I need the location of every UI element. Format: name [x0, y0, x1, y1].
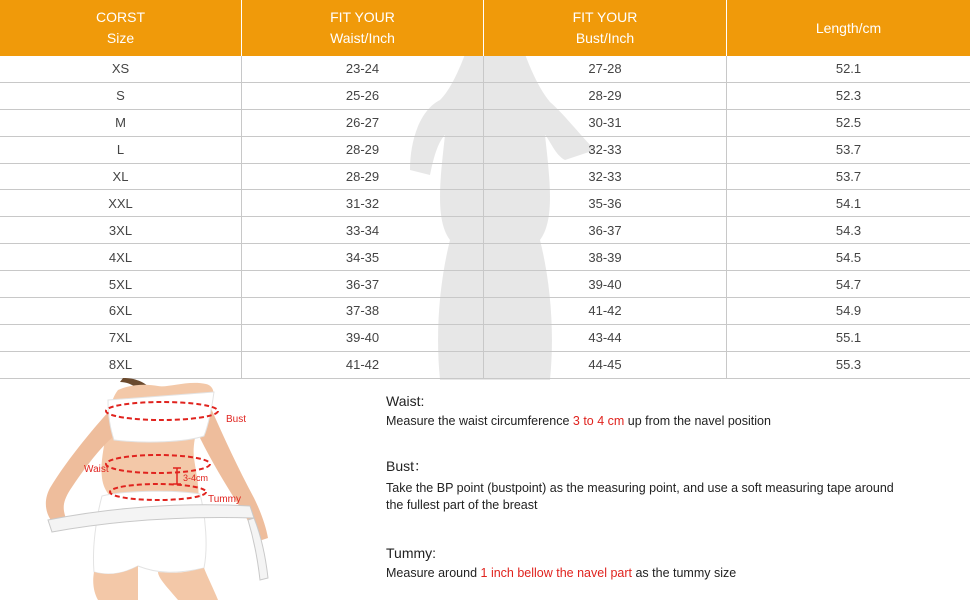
table-row	[0, 352, 970, 379]
cell-waist: 39-40	[242, 325, 484, 351]
guide-bust-text: Take the BP point (bustpoint) as the measuring point, and use a soft measuring tape around the fullest part of the breast	[386, 481, 894, 512]
cell-size: 3XL	[0, 217, 242, 243]
cell-waist: 33-34	[242, 217, 484, 243]
guide-waist-text-after: up from the navel position	[624, 414, 771, 428]
cell-size: 4XL	[0, 244, 242, 270]
cell-length: 52.5	[835, 115, 862, 131]
cell-waist: 31-32	[242, 190, 484, 216]
header-bust-line2: Bust/Inch	[575, 30, 635, 46]
cell-bust: 38-39	[484, 244, 727, 270]
guide-waist-text	[386, 413, 946, 430]
cell-length: 54.1	[835, 195, 862, 211]
table-row	[0, 110, 970, 137]
cell-waist: 37-38	[242, 298, 484, 324]
cell-length: 53.7	[835, 142, 862, 158]
label-gap: 3-4cm	[183, 473, 209, 483]
label-waist: Waist	[84, 464, 109, 475]
cell-bust: 27-28	[484, 56, 727, 82]
cell-size: XS	[0, 56, 242, 82]
cell-waist: 23-24	[242, 56, 484, 82]
table-row	[0, 137, 970, 164]
guide-tummy-highlight: 1 inch bellow the navel part	[480, 566, 632, 580]
guide-tummy-title: Tummy:	[386, 545, 437, 561]
cell-length: 55.3	[835, 357, 862, 373]
cell-size: 8XL	[0, 352, 242, 378]
table-header	[0, 0, 970, 56]
header-bust-line1: FIT YOUR	[572, 9, 638, 25]
cell-waist: 28-29	[242, 137, 484, 163]
cell-length: 54.5	[835, 249, 862, 265]
guide-waist-highlight: 3 to 4 cm	[572, 414, 625, 428]
measurement-illustration	[28, 378, 328, 600]
guide-waist-text-before: Measure the waist circumference	[386, 414, 573, 428]
table-row	[0, 164, 970, 191]
table-row	[0, 271, 970, 298]
cell-length: 54.9	[835, 303, 862, 319]
cell-length: 52.1	[835, 61, 862, 77]
label-bust: Bust	[226, 414, 247, 425]
cell-length: 53.7	[835, 169, 862, 184]
cell-waist: 36-37	[242, 271, 484, 297]
table-row	[0, 190, 970, 217]
guide-tummy-text	[386, 565, 946, 582]
header-bust	[484, 0, 727, 56]
guide-bust-title: Bust：	[386, 458, 429, 474]
guide-tummy-text-before: Measure around	[386, 566, 481, 580]
cell-waist: 28-29	[242, 164, 484, 190]
cell-size: 6XL	[0, 298, 242, 324]
cell-bust: 41-42	[484, 298, 727, 324]
header-waist-line2: Waist/Inch	[330, 30, 395, 46]
cell-length: 54.3	[835, 222, 862, 238]
table-body	[0, 56, 970, 379]
cell-size: 7XL	[0, 325, 242, 351]
table-row	[0, 298, 970, 325]
header-size	[0, 0, 242, 56]
header-size-line1: CORST	[96, 9, 145, 25]
cell-bust: 35-36	[484, 190, 727, 216]
cell-size: M	[0, 110, 242, 136]
cell-length: 55.1	[835, 330, 862, 346]
guide-tummy-text-after: as the tummy size	[632, 566, 737, 580]
cell-size: XL	[0, 164, 242, 190]
cell-length: 52.3	[835, 88, 862, 104]
table-row	[0, 56, 970, 83]
cell-waist: 26-27	[242, 110, 484, 136]
cell-bust: 44-45	[484, 352, 727, 378]
header-waist-line1: FIT YOUR	[330, 9, 395, 25]
cell-bust: 30-31	[484, 110, 727, 136]
cell-bust: 39-40	[484, 271, 727, 297]
header-length	[727, 0, 970, 56]
cell-size: L	[0, 137, 242, 163]
cell-bust: 36-37	[484, 217, 727, 243]
guide-tummy	[386, 545, 946, 582]
cell-size: S	[0, 83, 242, 109]
guide-waist	[386, 393, 946, 430]
table-row	[0, 244, 970, 271]
header-size-line2: Size	[106, 30, 135, 46]
cell-size: 5XL	[0, 271, 242, 297]
cell-waist: 25-26	[242, 83, 484, 109]
table-row	[0, 83, 970, 110]
cell-waist: 34-35	[242, 244, 484, 270]
cell-size: XXL	[0, 190, 242, 216]
header-waist	[242, 0, 484, 56]
table-row	[0, 325, 970, 352]
cell-length: 54.7	[835, 276, 862, 292]
cell-bust: 32-33	[484, 164, 727, 190]
table-row	[0, 217, 970, 244]
label-tummy: Tummy	[208, 494, 241, 505]
cell-waist: 41-42	[242, 352, 484, 378]
cell-bust: 32-33	[484, 137, 727, 163]
cell-bust: 43-44	[484, 325, 727, 351]
guide-bust	[386, 456, 946, 514]
header-length-line1: Length/cm	[815, 19, 882, 36]
guide-waist-title: Waist:	[386, 393, 425, 409]
cell-bust: 28-29	[484, 83, 727, 109]
